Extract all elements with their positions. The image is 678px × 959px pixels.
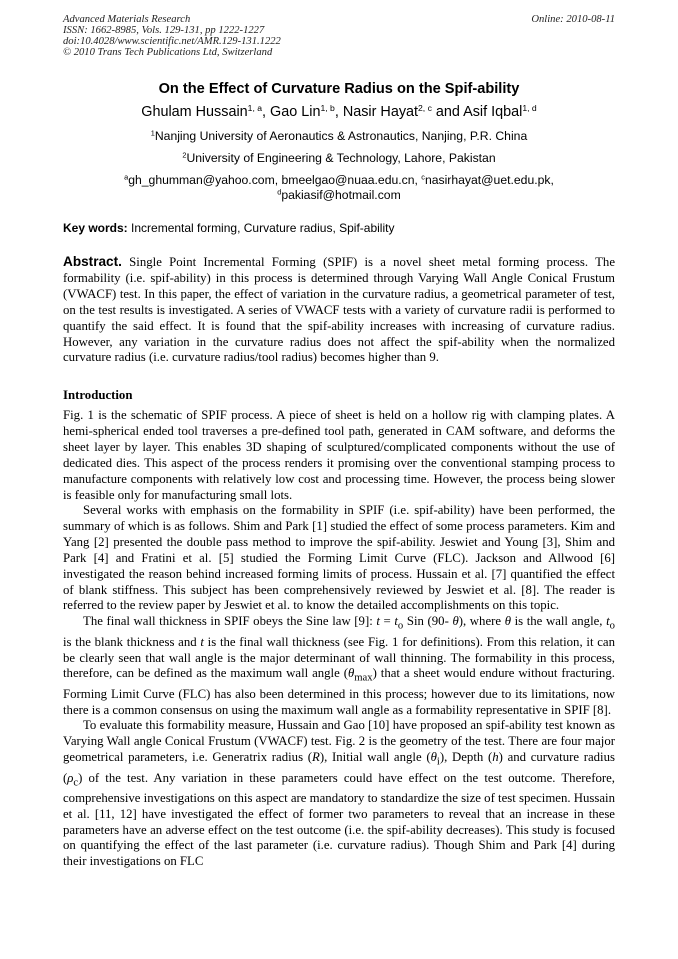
author-sup: 1, a [247, 102, 263, 113]
affiliation-1: $^1$Nanjing University of Aeronautics & Astronautics, Nanjing, P.R. China [150, 128, 528, 143]
doi-line: doi:10.4028/www.scientific.net/AMR.129-131.1222 [63, 36, 281, 47]
author-sup: 1, d [522, 102, 537, 113]
email-link[interactable]: pakiasif@hotmail.com [281, 188, 401, 202]
paragraph: The final wall thickness in SPIF obeys the Sine law [9]: $t = t_o$ Sin (90- θ), where θ is the wall angle, $t_o$ is the blank thickness and t is the final wall thickness (see Fig. 1 for definitions). From this relation, it can be clearly seen that wall angle is the major determinant of wall thinning. The formability in this process, therefore, can be defined as the maximum wall angle $(\theta_{max})$ that a sheet would endure without fracturing. Forming Limit Curve (FLC) has also been determined in this process; however due to its limitations, now there is a common consensus on using the maximum wall angle as a formability representative in SPIF [8]. [63, 614, 615, 717]
author-list: Ghulam Hussain$^{1, a}$, Gao Lin$^{1, b}$, Nasir Hayat$^{2, c}$ and Asif Iqbal$^{1, d}$ [141, 102, 537, 120]
author-sup: 1, b [320, 102, 335, 113]
online-date: Online: 2010-08-11 [531, 14, 615, 25]
keywords [63, 221, 615, 235]
author-emails: $^a$gh_ghumman@yahoo.com, bmeelgao@nuaa.edu.cn, $^c$nasirhayat@uet.edu.pk, $^d$pakiasif@hotmail.com [124, 172, 554, 202]
email-link[interactable]: bmeelgao@nuaa.edu.cn [281, 173, 415, 187]
author-sup: 2, c [418, 102, 432, 113]
abstract-label: Abstract. [63, 254, 122, 269]
section-heading: Introduction [63, 388, 133, 403]
email-link[interactable]: nasirhayat@uet.edu.pk [424, 173, 551, 187]
keywords-label: Key words: [63, 221, 128, 235]
journal-header [63, 14, 615, 58]
paragraph: To evaluate this formability measure, Hussain and Gao [10] have proposed an spif-ability test known as Varying Wall angle Conical Frustum (VWACF) test. Fig. 2 is the geometry of the test. There are four major geometrical parameters, i.e. Generatrix radius (R), Initial wall angle $(\theta_i)$, Depth (h) and curvature radius $(\rho_c)$ of the test. Any variation in these parameters could have effect on the test outcome. Therefore, comprehensive investigations on this aspect are mandatory to standardize the size of test specimen. Hussain et al. [11, 12] have investigated the effect of former two parameters to reveal that an increase in these parameters have an adverse effect on the test outcome (i.e. the spif-ability decreases). This study is focused on quantifying the effect of the last parameter (i.e. curvature radius). Though Shim and Park [4] during their investigations on FLC [63, 718, 615, 869]
paper-title: On the Effect of Curvature Radius on the Spif-ability [158, 81, 520, 97]
author-name: Asif Iqbal [463, 104, 523, 120]
affiliation-2: $^2$University of Engineering & Technology, Lahore, Pakistan [182, 150, 496, 165]
email-link[interactable]: gh_ghumman@yahoo.com [128, 173, 275, 187]
paragraph: Several works with emphasis on the formability in SPIF (i.e. spif-ability) have been performed, the summary of which is as follows. Shim and Park [1] studied the effect of some process parameters. Kim and Yang [2] presented the double pass method to improve the spif-ability. Jeswiet and Young [3], Shim and Park [4] and Fratini et al. [5] studied the Forming Limit Curve (FLC). Jackson and Allwood [6] investigated the reason behind increased forming limits of process. Hussain et al. [7] quantified the effect of blank stiffness. This subject has been comprehensively reviewed by Jeswiet et al. [8]. The reader is referred to the review paper by Jeswiet et al. to know the detailed accomplishments on this topic. [63, 503, 615, 613]
author-name: Gao Lin [270, 104, 321, 120]
abstract-text: Single Point Incremental Forming (SPIF) is a novel sheet metal forming process. The formability (i.e. spif-ability) in this process is determined through Varying Wall Angle Conical Frustum (VWACF) test. In this paper, the effect of variation in the curvature radius, a geometrical parameter of test, on the test results is investigated. A series of VWACF tests with a variety of curvature radii is performed to quantify the said effect. It is found that the spif-ability increases with increasing of curvature radius. However, any variation in the curvature radius does not affect the spif-ability when the normalized curvature radius (i.e. curvature radius/tool radius) becomes higher than 9. [63, 255, 615, 365]
issn-line: ISSN: 1662-8985, Vols. 129-131, pp 1222-1227 [63, 25, 265, 36]
paper-page [63, 14, 615, 870]
abstract [63, 254, 615, 366]
copyright-line: © 2010 Trans Tech Publications Ltd, Switzerland [63, 47, 273, 58]
paragraph: Fig. 1 is the schematic of SPIF process. A piece of sheet is held on a hollow rig with clamping plates. A hemi-spherical ended tool traverses a pre-defined tool path, generated in CAM software, and deforms the sheet layer by layer. This enables 3D shaping of sculptured/complicated components without the use of dedicated dies. This aspect of the process renders it promising over the conventional stamping process to manufacture components with relatively low cost and processing time. However, the process being slower is feasible only for manufacturing small lots. [63, 408, 615, 502]
author-name: Ghulam Hussain [141, 104, 248, 120]
author-name: Nasir Hayat [342, 104, 419, 120]
keywords-text: Incremental forming, Curvature radius, Spif-ability [131, 221, 395, 235]
journal-name: Advanced Materials Research [63, 14, 191, 25]
